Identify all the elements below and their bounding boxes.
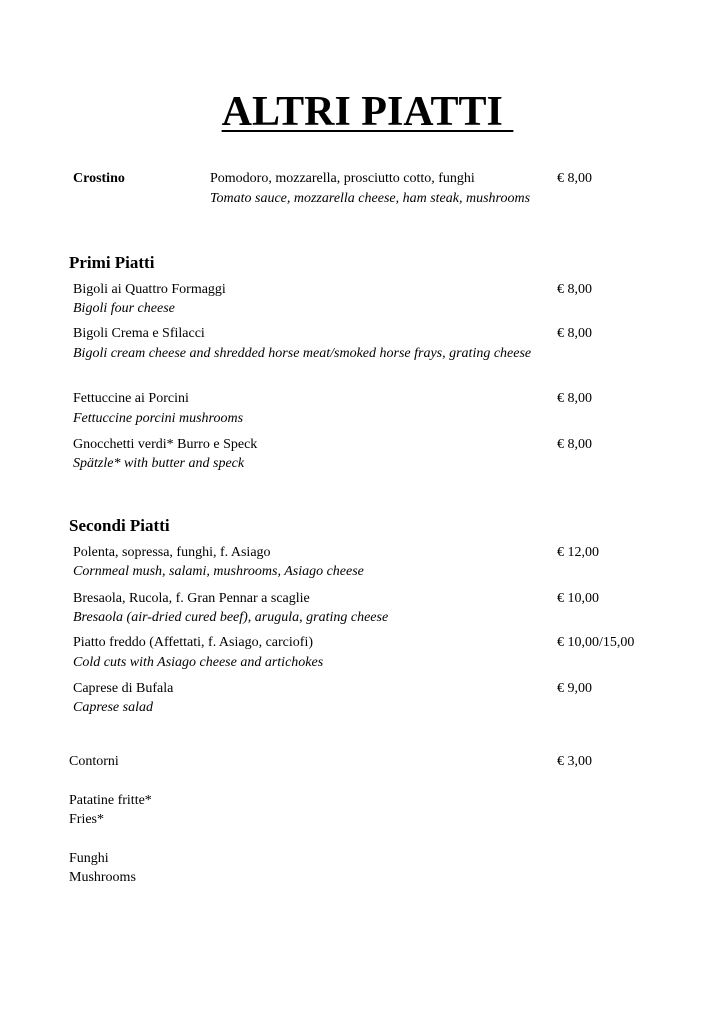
item-name: Bigoli Crema e Sfilacci — [73, 326, 205, 341]
item-name: Caprese di Bufala — [73, 681, 174, 696]
crostino-price: € 8,00 — [557, 171, 592, 186]
contorni-item-translation: Fries* — [69, 812, 104, 827]
item-name: Gnocchetti verdi* Burro e Speck — [73, 437, 258, 452]
crostino-name: Crostino — [73, 171, 125, 186]
item-name: Piatto freddo (Affettati, f. Asiago, carciofi) — [73, 635, 313, 650]
contorni-item-translation: Mushrooms — [69, 870, 136, 885]
item-price: € 8,00 — [557, 326, 592, 341]
item-translation: Cornmeal mush, salami, mushrooms, Asiago cheese — [73, 564, 364, 579]
item-name: Bigoli ai Quattro Formaggi — [73, 282, 226, 297]
item-translation: Spätzle* with butter and speck — [73, 456, 245, 471]
item-price: € 8,00 — [557, 437, 592, 452]
secondi-heading: Secondi Piatti — [69, 516, 170, 535]
item-translation: Bigoli four cheese — [73, 301, 175, 316]
item-translation: Bigoli cream cheese and shredded horse meat/smoked horse frays, grating cheese — [73, 346, 532, 361]
item-price: € 9,00 — [557, 681, 592, 696]
item-name: Bresaola, Rucola, f. Gran Pennar a scaglie — [73, 591, 310, 606]
primi-heading: Primi Piatti — [69, 253, 155, 272]
item-price: € 10,00 — [557, 591, 599, 606]
item-translation: Caprese salad — [73, 700, 153, 715]
item-price: € 8,00 — [557, 282, 592, 297]
crostino-description-it: Pomodoro, mozzarella, prosciutto cotto, funghi — [210, 171, 475, 186]
item-price: € 10,00/15,00 — [557, 635, 635, 650]
contorni-item-name: Funghi — [69, 851, 109, 866]
contorni-label: Contorni — [69, 754, 119, 769]
item-translation: Fettuccine porcini mushrooms — [73, 411, 244, 426]
item-name: Polenta, sopressa, funghi, f. Asiago — [73, 545, 271, 560]
item-name: Fettuccine ai Porcini — [73, 391, 189, 406]
contorni-item-name: Patatine fritte* — [69, 793, 152, 808]
contorni-price: € 3,00 — [557, 754, 592, 769]
item-translation: Cold cuts with Asiago cheese and artichokes — [73, 655, 324, 670]
item-price: € 8,00 — [557, 391, 592, 406]
page-title: ALTRI PIATTI — [221, 89, 514, 135]
item-translation: Bresaola (air-dried cured beef), arugula, grating cheese — [73, 610, 389, 625]
crostino-description-en: Tomato sauce, mozzarella cheese, ham steak, mushrooms — [210, 191, 531, 206]
item-price: € 12,00 — [557, 545, 599, 560]
